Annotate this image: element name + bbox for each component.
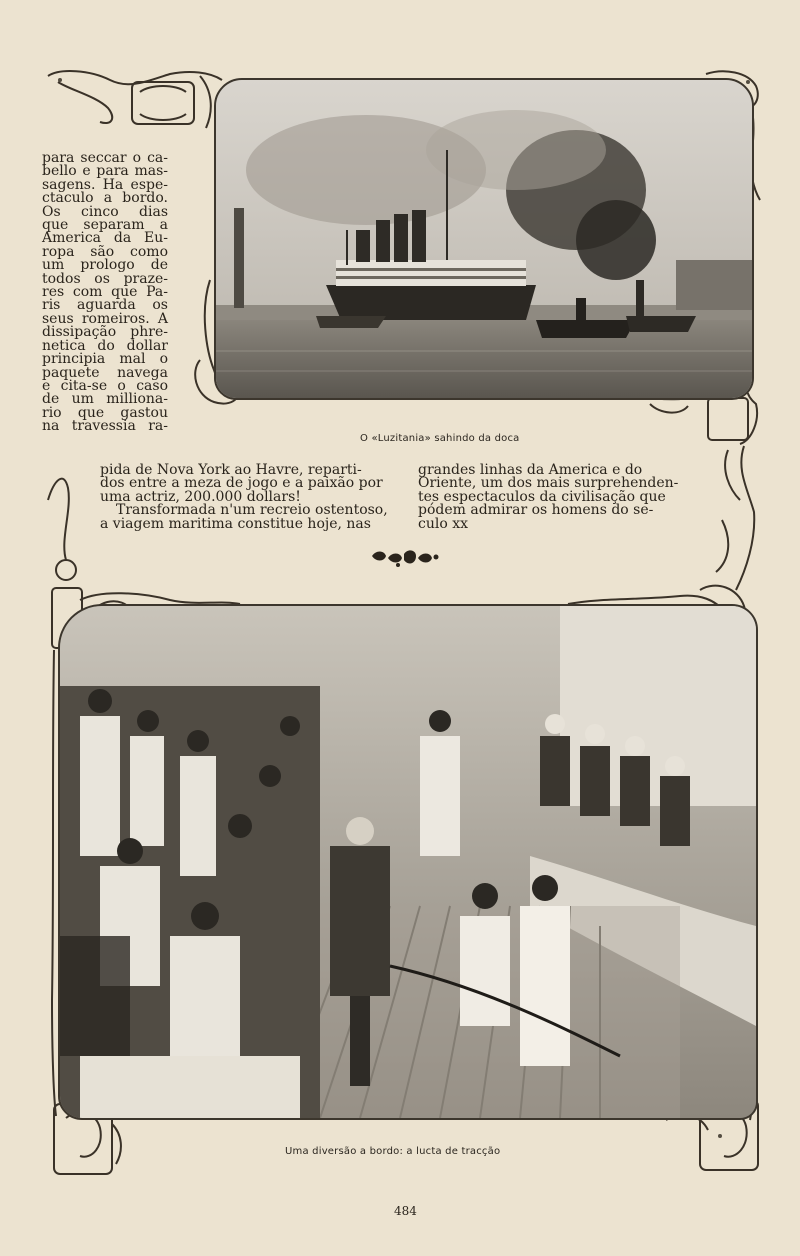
deck-photo [58, 604, 758, 1120]
text-line: dissipação phre- [42, 324, 168, 341]
text-line: paquete navega [42, 364, 168, 381]
text-line: Oriente, um dos mais surprehenden- [418, 475, 679, 492]
article-left-column [100, 464, 396, 531]
text-line: res com que Pa- [42, 284, 168, 301]
text-line: Transformada n'um recreio ostentoso, [116, 502, 388, 519]
text-line: ris aguarda os [42, 297, 168, 314]
text-line: pida de Nova York ao Havre, reparti- [100, 462, 362, 478]
text-line: que separam a [42, 217, 168, 234]
ship-photo-caption: O «Luzitania» sahindo da doca [360, 433, 520, 444]
text-line: pódem admirar os homens do se- [418, 502, 654, 519]
article-narrow-column [42, 152, 168, 434]
text-line: na travessia ra- [42, 418, 168, 435]
text-line: dos entre a meza de jogo e a paixão por [100, 475, 383, 492]
text-line: para seccar o ca- [42, 150, 168, 166]
text-line: principia mal o [42, 351, 168, 368]
deck-photo-caption: Uma diversão a bordo: a lucta de tracção [285, 1146, 501, 1157]
text-line: a viagem maritima constitue hoje, nas [100, 515, 371, 532]
text-line: grandes linhas da America e do [418, 462, 643, 478]
page-number: 484 [394, 1204, 417, 1218]
text-line: sagens. Ha espe- [42, 176, 168, 193]
text-line: bello e para mas- [42, 163, 168, 180]
text-line: America da Eu- [42, 230, 168, 247]
text-line: Os cinco dias [42, 203, 168, 220]
text-line: e cita-se o caso [42, 377, 168, 394]
text-line: tes espectaculos da civilisação que [418, 488, 666, 505]
article-right-column [418, 464, 688, 531]
text-line: ropa são como [42, 243, 168, 260]
ship-photo [214, 78, 754, 400]
text-line: rio que gastou [42, 404, 168, 421]
fleuron-ornament [368, 548, 440, 568]
text-line: um prologo de [42, 257, 168, 274]
text-line: netica do dollar [42, 337, 168, 354]
text-line: de um millionа- [42, 391, 168, 408]
text-line: culo xx [418, 515, 469, 532]
text-line: ctaculo a bordo. [42, 190, 168, 207]
text-line: todos os praze- [42, 270, 168, 287]
text-line: seus romeiros. A [42, 310, 168, 327]
text-line: uma actriz, 200.000 dollars! [100, 488, 301, 505]
